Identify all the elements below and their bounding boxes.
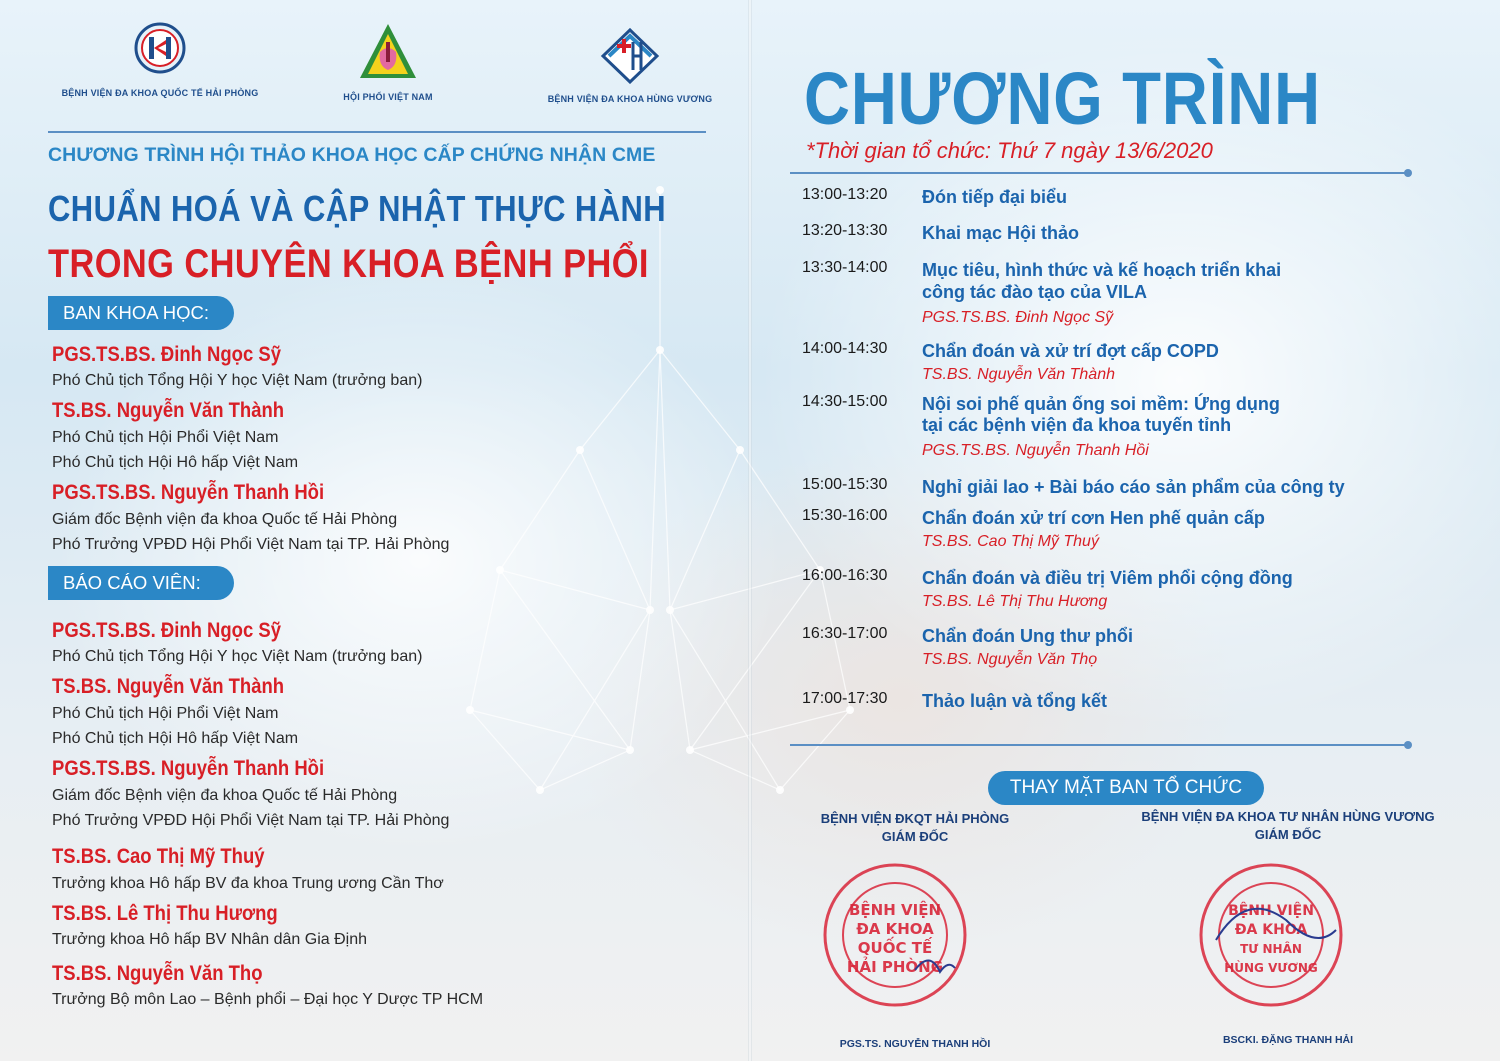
schedule-time: 13:30-14:00 [802, 259, 888, 276]
stamp1-line3: QUỐC TẾ [857, 939, 933, 957]
logo-hung-vuong-hospital [540, 26, 720, 104]
schedule-speaker: TS.BS. Cao Thị Mỹ Thuý [922, 533, 1099, 550]
stamp1-line1: BỆNH VIỆN [849, 901, 941, 919]
schedule-time: 15:30-16:00 [802, 507, 888, 524]
schedule-time: 16:30-17:00 [802, 625, 888, 642]
speaker-role: Giám đốc Bệnh viện đa khoa Quốc tế Hải Phòng [52, 787, 398, 804]
speaker-name: PGS.TS.BS. Nguyễn Thanh Hồi [52, 757, 325, 780]
main-title-line2: TRONG CHUYÊN KHOA BỆNH PHỔI [48, 242, 649, 286]
signatory1-header [790, 810, 1040, 846]
speaker-name: TS.BS. Cao Thị Mỹ Thuý [52, 845, 265, 868]
signatory2-name: BSCKI. ĐẶNG THANH HẢI [1222, 1034, 1354, 1046]
schedule-speaker: TS.BS. Lê Thị Thu Hương [922, 593, 1108, 610]
speaker-role: Trưởng khoa Hô hấp BV Nhân dân Gia Định [52, 931, 368, 948]
speaker-role: Trưởng Bộ môn Lao – Bệnh phổi – Đại học Y Dược TP HCM [52, 991, 484, 1008]
page-fold [748, 0, 752, 1061]
hung-vuong-hospital-logo-icon [599, 26, 661, 84]
signatory2-role: GIÁM ĐỐC [1254, 827, 1322, 842]
schedule-time: 17:00-17:30 [802, 690, 888, 707]
signatory1-name: PGS.TS. NGUYỄN THANH HỒI [839, 1038, 991, 1050]
logo1-caption: BỆNH VIỆN ĐA KHOA QUỐC TẾ HẢI PHÒNG [61, 88, 259, 98]
schedule-time: 16:00-16:30 [802, 567, 888, 584]
stamp2-line3: TƯ NHÂN [1240, 942, 1302, 956]
schedule-topic: tại các bệnh viện đa khoa tuyến tỉnh [922, 415, 1232, 435]
stamp1-line4: HẢI PHÒNG [846, 958, 944, 976]
committee-member-name: PGS.TS.BS. Nguyễn Thanh Hồi [52, 481, 325, 504]
vila-logo-icon [358, 22, 418, 80]
stamp2-line1: BỆNH VIỆN [1228, 903, 1314, 919]
schedule-topic: Chẩn đoán và xử trí đợt cấp COPD [922, 341, 1219, 361]
speaker-name: PGS.TS.BS. Đinh Ngọc Sỹ [52, 619, 281, 642]
committee-member-role: Phó Trưởng VPĐD Hội Phổi Việt Nam tại TP. Hải Phòng [52, 536, 450, 553]
schedule-speaker: PGS.TS.BS. Nguyễn Thanh Hồi [922, 442, 1149, 459]
committee-member-name: TS.BS. Nguyễn Văn Thành [52, 399, 285, 422]
speaker-role: Phó Trưởng VPĐD Hội Phổi Việt Nam tại TP. Hải Phòng [52, 812, 450, 829]
bao-cao-vien-label: BÁO CÁO VIÊN: [48, 566, 234, 600]
committee-member-role: Phó Chủ tịch Tổng Hội Y học Việt Nam (trưởng ban) [52, 372, 423, 389]
logo-hai-phong-hospital [60, 22, 260, 98]
schedule-speaker: TS.BS. Nguyễn Văn Thành [922, 366, 1115, 383]
schedule-topic: Khai mạc Hội thảo [922, 223, 1080, 243]
logo3-caption: BỆNH VIỆN ĐA KHOA HÙNG VƯƠNG [547, 94, 713, 104]
schedule-time: 15:00-15:30 [802, 476, 888, 493]
schedule-time: 14:00-14:30 [802, 340, 888, 357]
schedule-time: 14:30-15:00 [802, 393, 888, 410]
signatory2-header [1128, 808, 1448, 844]
schedule-bottom-divider [790, 744, 1408, 746]
schedule-top-divider [790, 172, 1408, 174]
schedule-topic: Chẩn đoán Ung thư phổi [922, 626, 1133, 646]
stamp2-line2: ĐA KHOA [1234, 922, 1308, 938]
schedule-topic: Đón tiếp đại biểu [922, 187, 1068, 207]
main-title-line1: CHUẨN HOÁ VÀ CẬP NHẬT THỰC HÀNH [48, 188, 667, 229]
event-date: *Thời gian tổ chức: Thứ 7 ngày 13/6/2020 [806, 138, 1213, 163]
cme-heading: CHƯƠNG TRÌNH HỘI THẢO KHOA HỌC CẤP CHỨNG NHẬN CME [48, 144, 656, 166]
speaker-role: Trưởng khoa Hô hấp BV đa khoa Trung ương Cần Thơ [52, 875, 444, 892]
program-title: CHƯƠNG TRÌNH [804, 57, 1321, 140]
signatory1-role: GIÁM ĐỐC [881, 829, 949, 844]
logo-vila [328, 22, 448, 102]
signatory2-org: BỆNH VIỆN ĐA KHOA TƯ NHÂN HÙNG VƯƠNG [1141, 809, 1435, 824]
speaker-name: TS.BS. Nguyễn Văn Thành [52, 675, 285, 698]
schedule-topic: công tác đào tạo của VILA [922, 282, 1148, 302]
stamp2-line4: HÙNG VƯƠNG [1224, 961, 1318, 975]
speaker-role: Phó Chủ tịch Tổng Hội Y học Việt Nam (trưởng ban) [52, 648, 423, 665]
schedule-topic: Chẩn đoán và điều trị Viêm phổi cộng đồng [922, 568, 1293, 588]
committee-member-name: PGS.TS.BS. Đinh Ngọc Sỹ [52, 343, 281, 366]
schedule-time: 13:20-13:30 [802, 222, 888, 239]
committee-member-role: Phó Chủ tịch Hội Hô hấp Việt Nam [52, 454, 299, 471]
hai-phong-hospital-logo-icon [134, 22, 186, 74]
speaker-name: TS.BS. Nguyễn Văn Thọ [52, 962, 263, 985]
speaker-role: Phó Chủ tịch Hội Phổi Việt Nam [52, 705, 279, 722]
logo2-caption: HỘI PHỔI VIỆT NAM [343, 92, 433, 102]
hai-phong-stamp [820, 860, 970, 1010]
schedule-speaker: PGS.TS.BS. Đinh Ngọc Sỹ [922, 309, 1114, 326]
schedule-topic: Nghỉ giải lao + Bài báo cáo sản phẩm của công ty [922, 477, 1345, 497]
speaker-name: TS.BS. Lê Thị Thu Hương [52, 902, 278, 925]
committee-member-role: Phó Chủ tịch Hội Phổi Việt Nam [52, 429, 279, 446]
signatory1-org: BỆNH VIỆN ĐKQT HẢI PHÒNG [820, 811, 1010, 826]
hung-vuong-stamp [1196, 860, 1346, 1010]
committee-member-role: Giám đốc Bệnh viện đa khoa Quốc tế Hải Phòng [52, 511, 398, 528]
schedule-speaker: TS.BS. Nguyễn Văn Thọ [922, 651, 1098, 668]
schedule-topic: Chẩn đoán xử trí cơn Hen phế quản cấp [922, 508, 1265, 528]
schedule-topic: Thảo luận và tổng kết [922, 691, 1108, 711]
stamp1-line2: ĐA KHOA [856, 920, 934, 938]
schedule-topic: Mục tiêu, hình thức và kế hoạch triển khai [922, 260, 1282, 280]
schedule-topic: Nội soi phế quản ống soi mềm: Ứng dụng [922, 394, 1280, 414]
schedule-time: 13:00-13:20 [802, 186, 888, 203]
organizer-banner: THAY MẶT BAN TỔ CHỨC [988, 771, 1264, 805]
speaker-role: Phó Chủ tịch Hội Hô hấp Việt Nam [52, 730, 299, 747]
left-divider [48, 131, 706, 133]
ban-khoa-hoc-label: BAN KHOA HỌC: [48, 296, 234, 330]
